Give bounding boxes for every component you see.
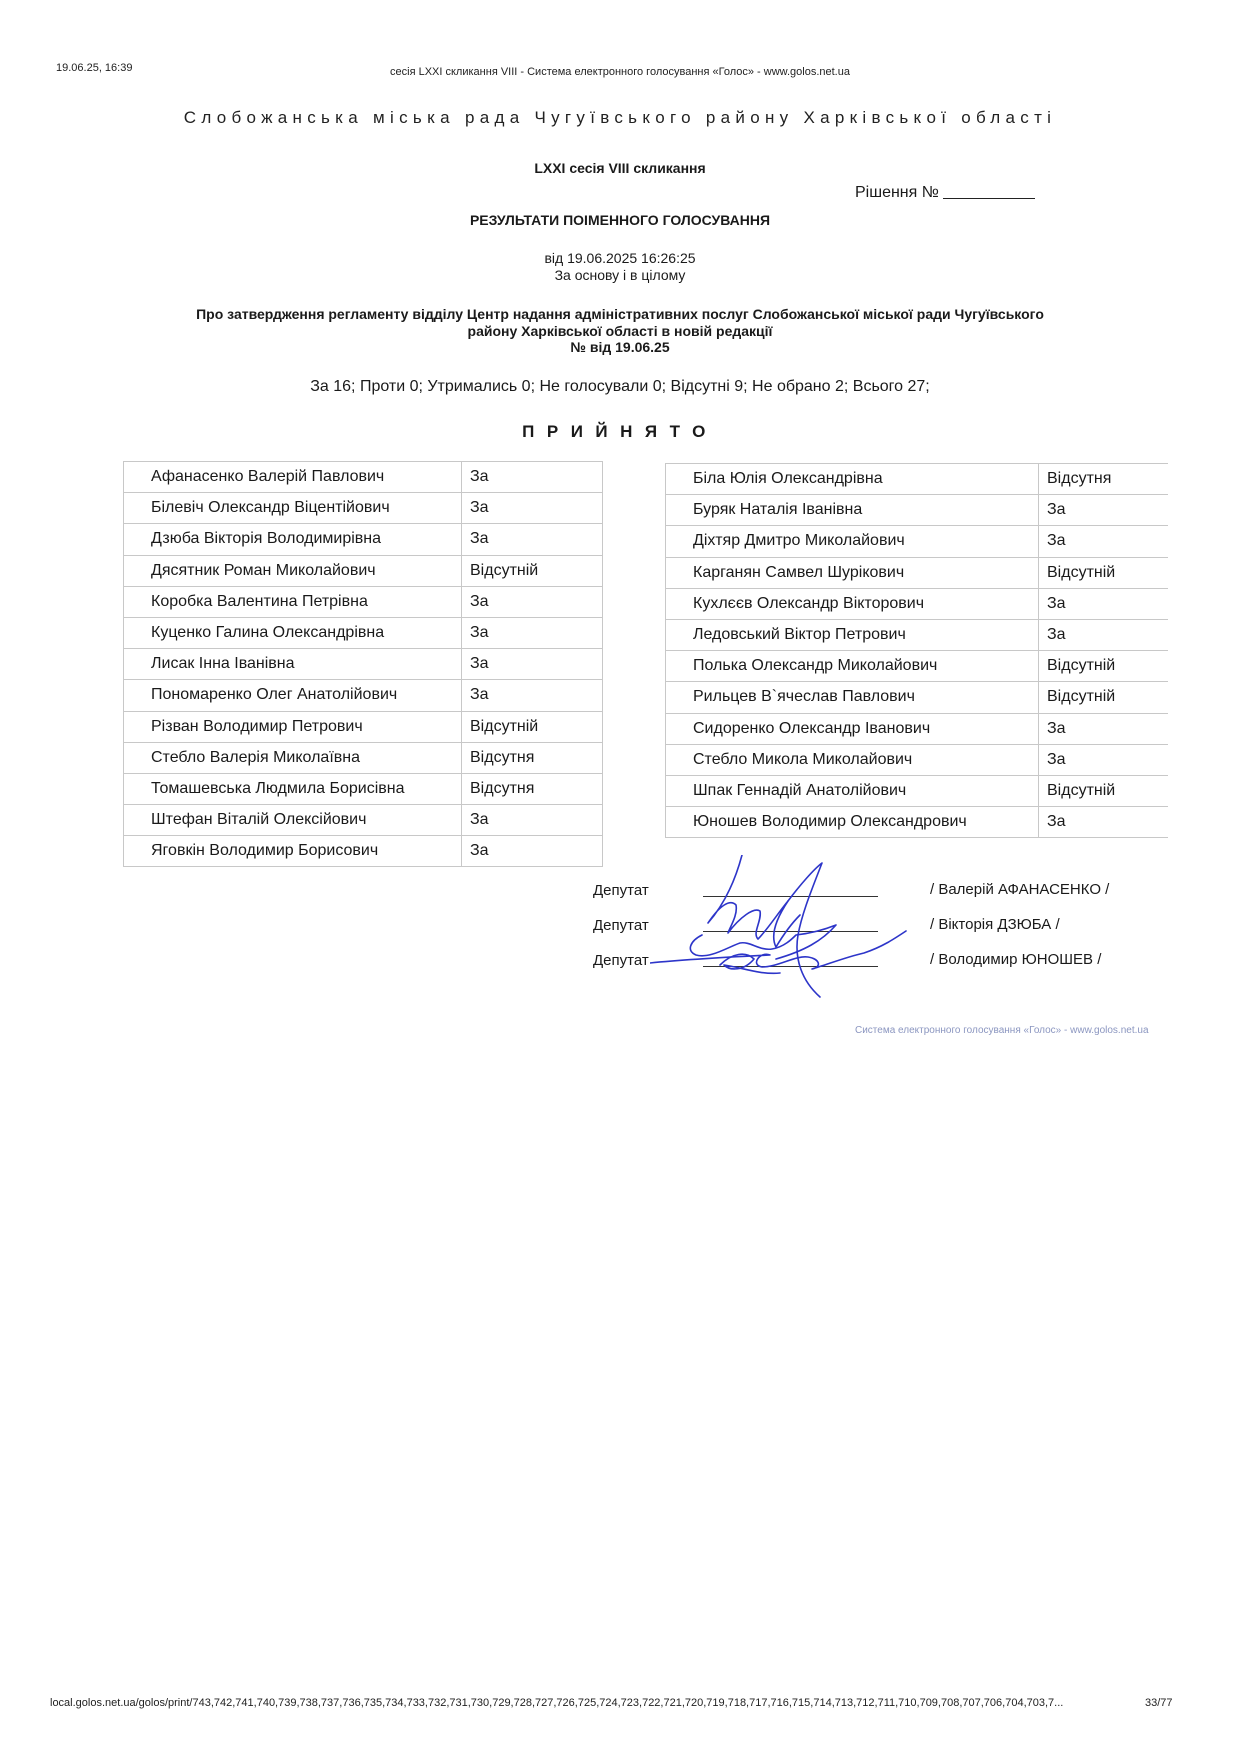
signer-name: / Валерій АФАНАСЕНКО / — [930, 881, 1110, 898]
signature-stroke — [788, 863, 822, 997]
table-row — [124, 836, 603, 867]
deputy-name: Ледовський Віктор Петрович — [666, 619, 1039, 650]
print-url: local.golos.net.ua/golos/print/743,742,741,740,739,738,737,736,735,734,733,732,731,730,729,728,727,726,725,724,723,722,721,720,719,718,717,716,715,714,713,712,711,710,709,708,707,706,704,703,7... — [50, 1697, 1064, 1709]
print-timestamp: 19.06.25, 16:39 — [56, 62, 133, 74]
print-header — [56, 62, 1184, 80]
deputy-vote: За — [462, 836, 603, 867]
deputy-name: Шпак Геннадій Анатолійович — [666, 775, 1039, 806]
decision-label: Рішення № — [855, 184, 939, 201]
deputy-name: Афанасенко Валерій Павлович — [124, 462, 462, 493]
deputy-name: Штефан Віталій Олексійович — [124, 805, 462, 836]
left-vote-table — [123, 461, 603, 867]
deputy-vote: Відсутній — [1039, 682, 1169, 713]
deputy-name: Пономаренко Олег Анатолійович — [124, 680, 462, 711]
table-row — [666, 588, 1169, 619]
deputy-name: Стебло Микола Миколайович — [666, 744, 1039, 775]
deputy-vote: За — [1039, 807, 1169, 838]
vote-basis: За основу і в цілому — [554, 267, 686, 283]
subject-line-3: № від 19.06.25 — [570, 339, 670, 355]
table-row — [666, 464, 1169, 495]
deputy-name: Буряк Наталія Іванівна — [666, 495, 1039, 526]
deputy-name: Біла Юлія Олександрівна — [666, 464, 1039, 495]
table-row — [124, 711, 603, 742]
deputy-name: Коробка Валентина Петрівна — [124, 586, 462, 617]
deputy-vote: За — [1039, 495, 1169, 526]
deputy-vote: Відсутня — [462, 742, 603, 773]
deputy-name: Юношев Володимир Олександрович — [666, 807, 1039, 838]
table-row — [124, 773, 603, 804]
table-row — [124, 742, 603, 773]
deputy-vote: Відсутня — [462, 773, 603, 804]
deputy-vote: Відсутній — [462, 555, 603, 586]
deputy-name: Кухлєєв Олександр Вікторович — [666, 588, 1039, 619]
table-row — [124, 617, 603, 648]
deputy-vote: Відсутній — [1039, 557, 1169, 588]
signer-name: / Вікторія ДЗЮБА / — [930, 916, 1060, 933]
signature-label: Депутат — [593, 882, 649, 899]
deputy-vote: За — [462, 493, 603, 524]
table-row — [666, 744, 1169, 775]
deputy-name: Білевіч Олександр Віцентійович — [124, 493, 462, 524]
table-row — [666, 713, 1169, 744]
deputy-name: Діхтяр Дмитро Миколайович — [666, 526, 1039, 557]
deputy-vote: Відсутній — [1039, 651, 1169, 682]
deputy-name: Дясятник Роман Миколайович — [124, 555, 462, 586]
deputy-vote: За — [1039, 588, 1169, 619]
results-title: РЕЗУЛЬТАТИ ПОІМЕННОГО ГОЛОСУВАННЯ — [469, 212, 771, 228]
table-row — [124, 586, 603, 617]
signature-stroke — [720, 954, 780, 973]
deputy-name: Стебло Валерія Миколаївна — [124, 742, 462, 773]
table-row — [124, 524, 603, 555]
signature-stroke — [650, 931, 906, 969]
decision-number — [855, 182, 1035, 202]
deputy-vote: За — [462, 680, 603, 711]
signer-name: / Володимир ЮНОШЕВ / — [930, 951, 1102, 968]
table-row — [666, 495, 1169, 526]
deputy-vote: За — [462, 462, 603, 493]
right-vote-table — [665, 463, 1168, 838]
vote-result: ПРИЙНЯТО — [522, 422, 718, 441]
signature-label: Депутат — [593, 952, 649, 969]
deputy-vote: За — [1039, 744, 1169, 775]
deputy-name: Томашевська Людмила Борисівна — [124, 773, 462, 804]
print-title: сесія LXXI скликання VIII - Система електронного голосування «Голос» - www.golos.net.ua — [390, 66, 850, 78]
deputy-vote: За — [1039, 713, 1169, 744]
deputy-vote: Відсутня — [1039, 464, 1169, 495]
deputy-vote: За — [1039, 526, 1169, 557]
table-row — [124, 680, 603, 711]
deputy-name: Дзюба Вікторія Володимирівна — [124, 524, 462, 555]
vote-subject — [130, 306, 1110, 356]
deputy-name: Куценко Галина Олександрівна — [124, 617, 462, 648]
deputy-vote: Відсутній — [462, 711, 603, 742]
page-number: 33/77 — [1145, 1697, 1173, 1709]
vote-totals: За 16; Проти 0; Утримались 0; Не голосували 0; Відсутні 9; Не обрано 2; Всього 27; — [310, 378, 930, 395]
deputy-vote: За — [462, 586, 603, 617]
deputy-vote: За — [1039, 619, 1169, 650]
table-row — [666, 651, 1169, 682]
deputy-name: Лисак Інна Іванівна — [124, 649, 462, 680]
deputy-vote: Відсутній — [1039, 775, 1169, 806]
deputy-name: Карганян Самвел Шурікович — [666, 557, 1039, 588]
table-row — [124, 805, 603, 836]
table-row — [124, 493, 603, 524]
session-title: LXXI сесія VIII скликання — [534, 160, 706, 176]
deputy-vote: За — [462, 524, 603, 555]
handwritten-signatures — [650, 855, 920, 1015]
deputy-vote: За — [462, 649, 603, 680]
table-row — [124, 555, 603, 586]
deputy-name: Яговкін Володимир Борисович — [124, 836, 462, 867]
table-row — [666, 682, 1169, 713]
signature-stroke — [690, 925, 836, 959]
signature-label: Депутат — [593, 917, 649, 934]
table-row — [666, 775, 1169, 806]
vote-date: від 19.06.2025 16:26:25 — [544, 250, 696, 266]
subject-line-2: району Харківської області в новій редакції — [467, 322, 773, 339]
signature-stroke — [708, 855, 800, 947]
table-row — [666, 619, 1169, 650]
table-row — [666, 557, 1169, 588]
council-name: Слобожанська міська рада Чугуївського району Харківської області — [183, 108, 1057, 127]
deputy-name: Різван Володимир Петрович — [124, 711, 462, 742]
decision-blank-line — [943, 182, 1035, 199]
deputy-vote: За — [462, 805, 603, 836]
table-row — [124, 649, 603, 680]
deputy-name: Рильцев В`ячеслав Павлович — [666, 682, 1039, 713]
table-row — [124, 462, 603, 493]
footer-watermark: Система електронного голосування «Голос» - www.golos.net.ua — [855, 1025, 1149, 1036]
deputy-name: Полька Олександр Миколайович — [666, 651, 1039, 682]
deputy-name: Сидоренко Олександр Іванович — [666, 713, 1039, 744]
table-row — [666, 526, 1169, 557]
subject-line-1: Про затвердження регламенту відділу Центр надання адміністративних послуг Слобожанської міської ради Чугуївського — [196, 306, 1044, 322]
deputy-vote: За — [462, 617, 603, 648]
table-row — [666, 807, 1169, 838]
